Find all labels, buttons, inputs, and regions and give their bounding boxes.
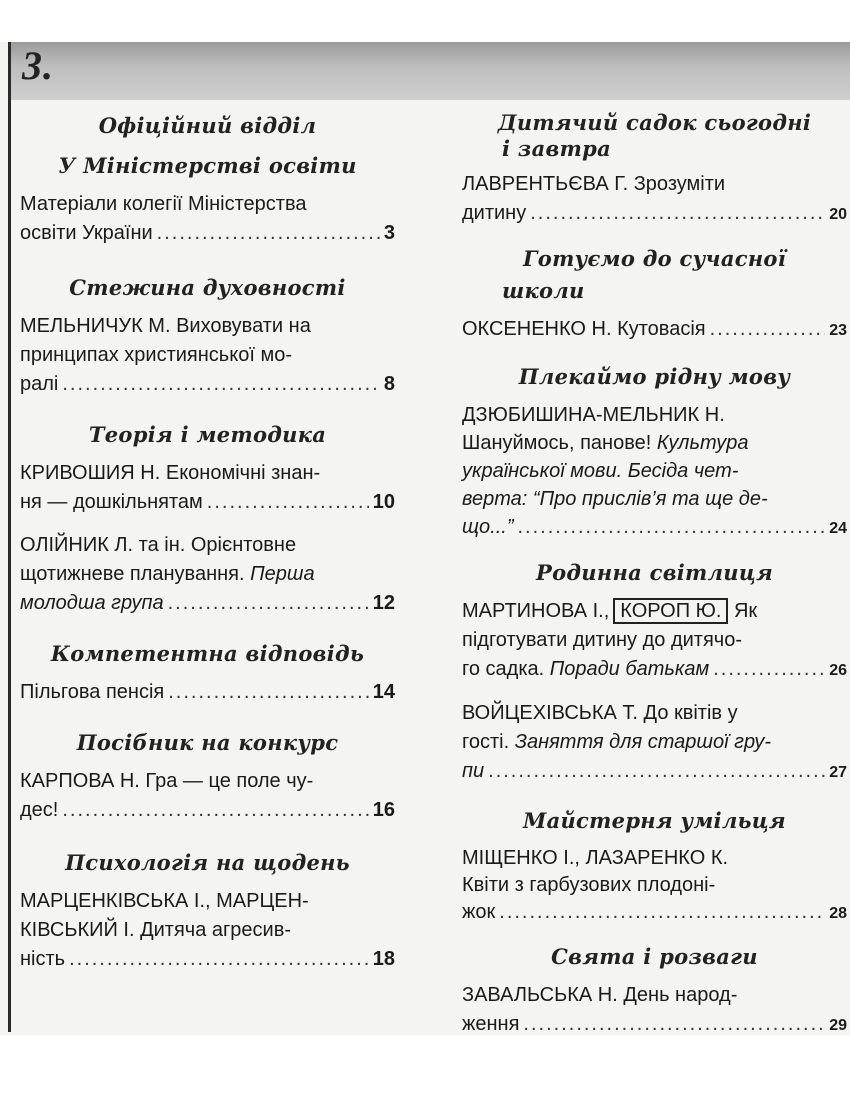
entry-line: МАРТИНОВА І., КОРОП Ю. Як bbox=[462, 600, 758, 622]
toc-entry[interactable] bbox=[462, 845, 847, 927]
section-rubric: Родинна світлиця bbox=[536, 560, 773, 585]
entry-line: ЗАВАЛЬСЬКА Н. День народ- bbox=[462, 984, 738, 1006]
leader-dots bbox=[530, 199, 825, 228]
leader-dots bbox=[207, 488, 369, 517]
leader-dots bbox=[62, 796, 368, 825]
page-number: 28 bbox=[829, 905, 847, 922]
entry-last-line: молодша група bbox=[20, 592, 164, 614]
entry-last-line: що...” bbox=[462, 516, 514, 538]
toc-entry[interactable] bbox=[462, 981, 847, 1040]
page-number: 26 bbox=[829, 662, 847, 679]
page-number: 27 bbox=[829, 764, 847, 781]
page-number: 10 bbox=[372, 491, 395, 513]
entry-last-line: го садка. Поради батькам bbox=[462, 658, 710, 680]
entry-line: КРИВОШИЯ Н. Економічні знан- bbox=[20, 462, 321, 484]
entry-last-line: пи bbox=[462, 760, 485, 782]
entry-line: ОЛІЙНИК Л. та ін. Орієнтовне bbox=[20, 534, 297, 556]
entry-line: ВОЙЦЕХІВСЬКА Т. До квітів у bbox=[462, 702, 738, 724]
section-rubric: Психологія на щодень bbox=[65, 850, 350, 875]
toc-section bbox=[462, 243, 847, 345]
left-rule bbox=[8, 42, 11, 1032]
toc-entry[interactable] bbox=[20, 887, 395, 974]
entry-line: принципах християнської мо- bbox=[20, 344, 292, 366]
page-top-margin bbox=[0, 0, 850, 42]
section-rubric: Офіційний відділ bbox=[98, 113, 317, 138]
entry-last-line: ОКСЕНЕНКО Н. Кутовасія bbox=[462, 318, 706, 340]
entry-line: МАРЦЕНКІВСЬКА І., МАРЦЕН- bbox=[20, 890, 309, 912]
toc-entry[interactable] bbox=[20, 767, 395, 825]
toc-section bbox=[20, 638, 395, 707]
leader-dots bbox=[499, 899, 825, 926]
leader-dots bbox=[168, 678, 369, 707]
entry-last-line: Пільгова пенсія bbox=[20, 681, 165, 703]
leader-dots bbox=[713, 655, 825, 684]
section-rubric: Компетентна відповідь bbox=[50, 641, 365, 666]
toc-section bbox=[20, 727, 395, 825]
section-rubric: Теорія і методика bbox=[88, 422, 327, 447]
entry-italic: Культура bbox=[656, 432, 749, 454]
boxed-author: КОРОП Ю. bbox=[613, 598, 728, 624]
page-number: 23 bbox=[829, 322, 847, 339]
leader-dots bbox=[488, 757, 825, 786]
section-rubric: школи bbox=[502, 278, 585, 303]
toc-section bbox=[462, 557, 847, 787]
entry-last-line: ження bbox=[462, 1013, 520, 1035]
entry-last-line: дитину bbox=[462, 202, 527, 224]
leader-dots bbox=[62, 370, 380, 399]
entry-line: МІЩЕНКО І., ЛАЗАРЕНКО К. bbox=[462, 847, 729, 869]
section-rubric: Плекаймо рідну мову bbox=[518, 364, 791, 389]
toc-section bbox=[20, 847, 395, 974]
toc-entry[interactable] bbox=[20, 459, 395, 517]
page-number: 29 bbox=[829, 1017, 847, 1034]
toc-section bbox=[462, 361, 847, 543]
toc-entry[interactable] bbox=[20, 531, 395, 618]
toc-entry[interactable] bbox=[20, 678, 395, 707]
page-number: 14 bbox=[372, 681, 395, 703]
toc-entry[interactable] bbox=[462, 401, 847, 543]
entry-last-line: ність bbox=[20, 948, 66, 970]
toc-section bbox=[462, 110, 847, 229]
entry-line: верта: “Про прислів’я та ще де- bbox=[462, 488, 768, 510]
section-rubric: Готуємо до сучасної bbox=[522, 246, 787, 271]
section-rubric: У Міністерстві освіти bbox=[58, 153, 357, 178]
entry-last-line: ралі bbox=[20, 373, 59, 395]
leader-dots bbox=[517, 513, 825, 541]
entry-line: гості. Заняття для старшої гру- bbox=[462, 731, 772, 753]
section-rubric: Стежина духовності bbox=[69, 275, 346, 300]
page-number: 8 bbox=[383, 373, 395, 395]
toc-entry[interactable] bbox=[462, 699, 847, 787]
page-number: 3 bbox=[383, 222, 395, 244]
toc-left-column bbox=[20, 110, 395, 996]
page-number: 18 bbox=[372, 948, 395, 970]
leader-dots bbox=[157, 219, 380, 248]
entry-line: щотижневе планування. Перша bbox=[20, 563, 315, 585]
header-bar bbox=[8, 42, 850, 100]
leader-dots bbox=[710, 315, 826, 344]
page-number: 16 bbox=[372, 799, 395, 821]
toc-section bbox=[20, 110, 395, 248]
entry-line: Квіти з гарбузових плодоні- bbox=[462, 874, 716, 896]
section-rubric: Посібник на конкурс bbox=[76, 730, 339, 755]
toc-entry[interactable] bbox=[20, 190, 395, 248]
section-rubric: Свята і розваги bbox=[551, 944, 758, 969]
page-number: 24 bbox=[829, 520, 847, 537]
entry-line: КАРПОВА Н. Гра — це поле чу- bbox=[20, 770, 314, 792]
toc-section bbox=[20, 272, 395, 399]
page-number: 12 bbox=[372, 592, 395, 614]
toc-right-column bbox=[462, 110, 847, 1062]
entry-line: МЕЛЬНИЧУК М. Виховувати на bbox=[20, 315, 311, 337]
section-rubric: Дитячий садок сьогодні bbox=[497, 110, 812, 135]
entry-line: ЛАВРЕНТЬЄВА Г. Зрозуміти bbox=[462, 173, 726, 195]
entry-line: української мови. Бесіда чет- bbox=[462, 460, 739, 482]
section-rubric: і завтра bbox=[502, 136, 611, 161]
toc-entry[interactable] bbox=[462, 597, 847, 685]
entry-line: підготувати дитину до дитячо- bbox=[462, 629, 742, 651]
page-number: 20 bbox=[829, 206, 847, 223]
leader-dots bbox=[69, 945, 369, 974]
toc-entry[interactable] bbox=[462, 315, 847, 345]
entry-last-line: ня — дошкільнятам bbox=[20, 491, 203, 513]
page-bottom-margin bbox=[0, 1035, 850, 1100]
entry-last-line: жок bbox=[462, 901, 496, 923]
entry-line: Матеріали колегії Міністерства bbox=[20, 193, 307, 215]
entry-last-line: дес! bbox=[20, 799, 59, 821]
entry-line: Шануймось, панове! Культура bbox=[462, 432, 749, 454]
toc-entry[interactable] bbox=[462, 170, 847, 229]
section-rubric: Майстерня умільця bbox=[523, 808, 786, 833]
entry-line: ДЗЮБИШИНА-МЕЛЬНИК Н. bbox=[462, 404, 725, 426]
toc-section bbox=[462, 805, 847, 927]
toc-section bbox=[20, 419, 395, 618]
entry-line: КІВСЬКИЙ І. Дитяча агресив- bbox=[20, 919, 292, 941]
toc-section bbox=[462, 941, 847, 1040]
toc-entry[interactable] bbox=[20, 312, 395, 399]
issue-number: 3. bbox=[22, 43, 54, 88]
entry-italic: Перша bbox=[250, 563, 315, 585]
entry-italic: Заняття для старшої гру- bbox=[514, 731, 772, 753]
leader-dots bbox=[168, 589, 369, 618]
entry-last-line: освіти України bbox=[20, 222, 153, 244]
